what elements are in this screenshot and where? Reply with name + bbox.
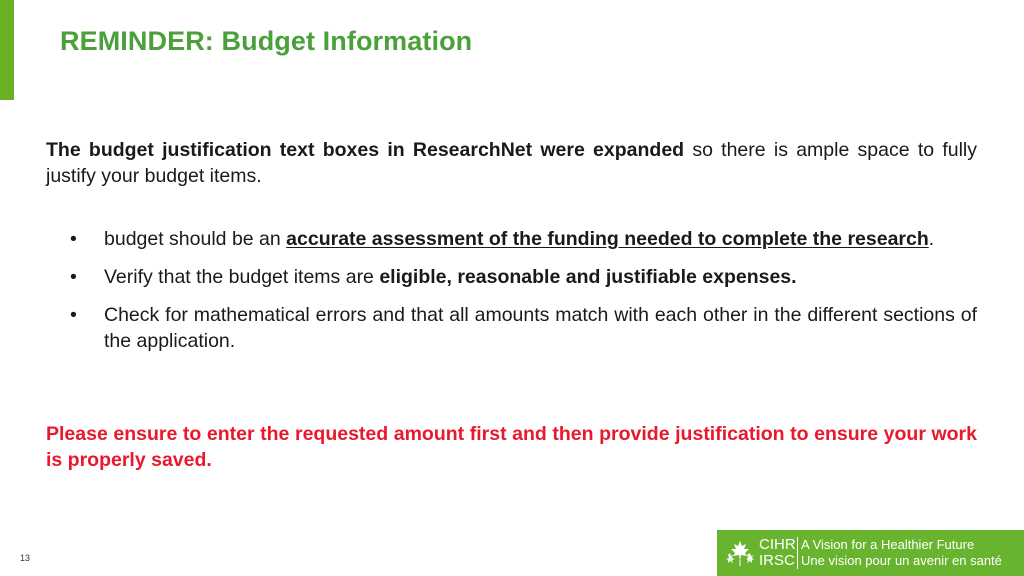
bullet-item-budget-assessment [70, 226, 977, 252]
slide-title: REMINDER: Budget Information [60, 26, 473, 56]
bullet-emphasis: eligible, reasonable and justifiable expenses. [379, 266, 797, 288]
accent-bar [0, 0, 14, 100]
bullet-marker: • [70, 304, 77, 326]
org-acronym-en: CIHR [759, 536, 796, 553]
bullet-marker: • [70, 266, 77, 288]
bullet-text: Verify that the budget items are [104, 266, 380, 288]
org-acronyms [759, 537, 799, 569]
bullet-emphasis: accurate assessment of the funding needed to complete the research [286, 228, 929, 250]
bullet-item-verify-eligibility [70, 264, 977, 290]
bullet-marker: • [70, 228, 77, 250]
warning-notice: Please ensure to enter the requested amount first and then provide justification to ensure your work is properly saved. [46, 423, 977, 471]
page-number: 13 [20, 553, 31, 563]
intro-paragraph [46, 137, 977, 189]
intro-rest-text: so there is ample space to fully justify your budget items. [46, 139, 978, 187]
bullet-text: Check for mathematical errors and that all amounts match with each other in the different sections of the application. [104, 304, 977, 352]
bullet-item-check-errors [70, 302, 977, 354]
org-acronym-fr: IRSC [759, 552, 795, 569]
tagline-fr: Une vision pour un avenir en santé [801, 553, 1002, 568]
bullet-text: budget should be an [104, 228, 287, 250]
bullet-list [70, 226, 977, 366]
footer-tagline [801, 537, 1021, 569]
footer-divider [797, 537, 798, 569]
tagline-en: A Vision for a Healthier Future [801, 537, 975, 552]
intro-bold-text: The budget justification text boxes in ResearchNet were expanded [46, 139, 685, 161]
bullet-suffix: . [928, 228, 935, 250]
cihr-footer-logo [717, 530, 1024, 576]
maple-leaf-cluster-icon [725, 537, 755, 569]
